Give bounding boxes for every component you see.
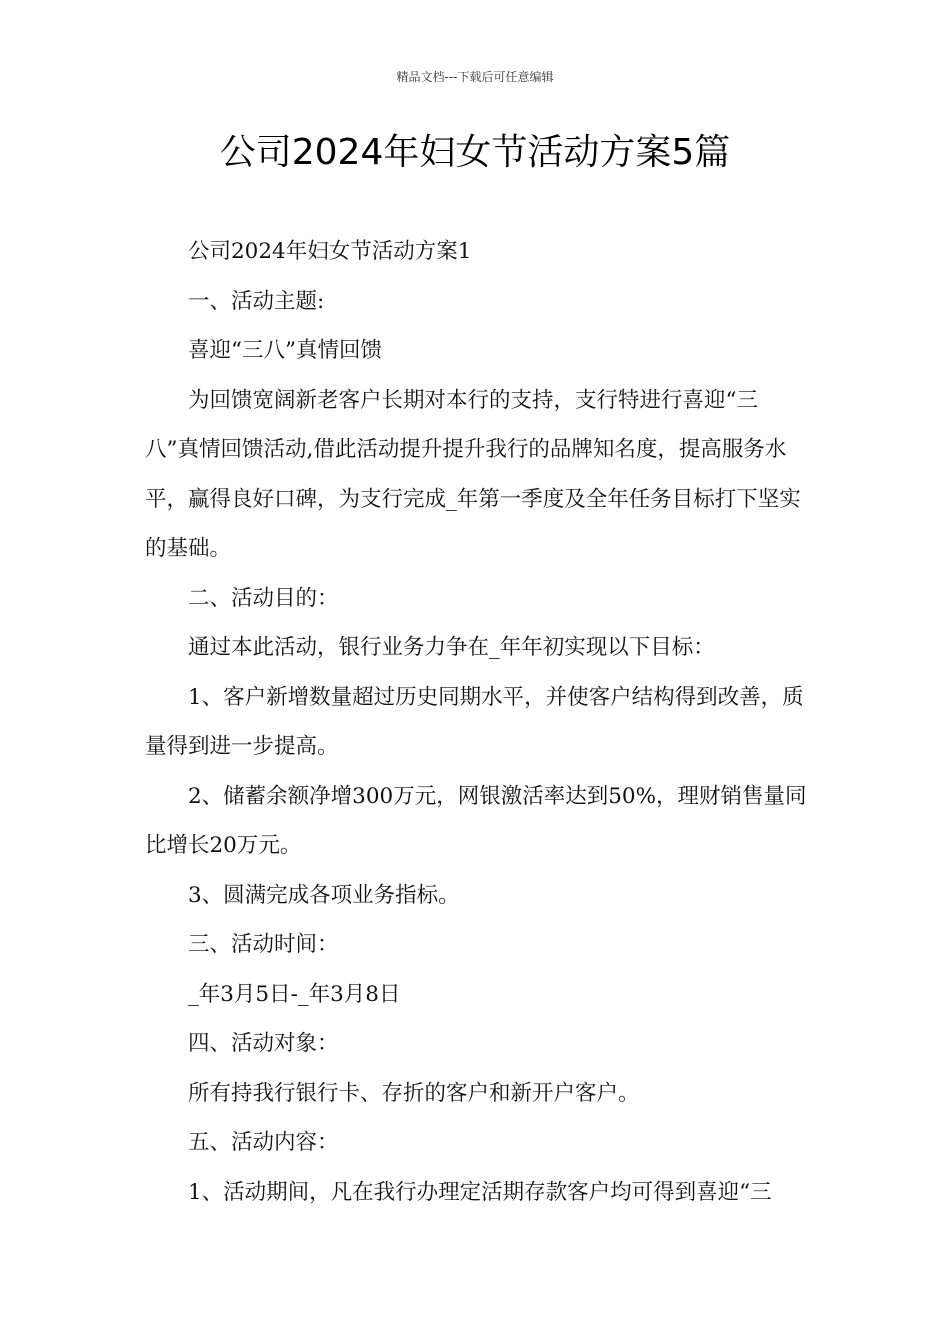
document-body <box>145 227 807 1217</box>
section-heading: 一、活动主题: <box>188 288 325 314</box>
section-heading: 二、活动目的： <box>188 585 339 611</box>
paragraph: 喜迎“三八”真情回馈 <box>188 338 382 363</box>
paragraph: 所有持我行银行卡、存折的客户和新开户客户。 <box>188 1080 640 1106</box>
section-heading: 四、活动对象： <box>188 1031 339 1056</box>
list-item: 1、客户新增数量超过历史同期水平，并使客户结构得到改善，质量得到进一步提高。 <box>145 684 804 759</box>
header-note: 精品文档---下载后可任意编辑 <box>396 70 554 84</box>
list-item: 3、圆满完成各项业务指标。 <box>188 882 460 908</box>
paragraph: _年3月5日-_年3月8日 <box>188 981 401 1007</box>
section-heading: 三、活动时间： <box>188 932 339 957</box>
list-item: 2、储蓄余额净增300万元，网银激活率达到50%，理财销售量同比增长20万元。 <box>145 783 807 858</box>
paragraph: 通过本此活动，银行业务力争在_年年初实现以下目标： <box>188 635 715 660</box>
paragraph: 为回馈宽阔新老客户长期对本行的支持，支行特进行喜迎“三八”真情回馈活动,借此活动提升提升我行的品牌知名度，提高服务水平，赢得良好口碑，为支行完成_年第一季度及全年任务目标打下坚实的基础。 <box>145 387 801 561</box>
list-item: 1、活动期间，凡在我行办理定活期存款客户均可得到喜迎“三 <box>188 1179 772 1205</box>
document-title: 公司2024年妇女节活动方案5篇 <box>219 132 731 173</box>
section-heading: 五、活动内容： <box>188 1130 339 1155</box>
section-heading: 公司2024年妇女节活动方案1 <box>188 239 472 264</box>
